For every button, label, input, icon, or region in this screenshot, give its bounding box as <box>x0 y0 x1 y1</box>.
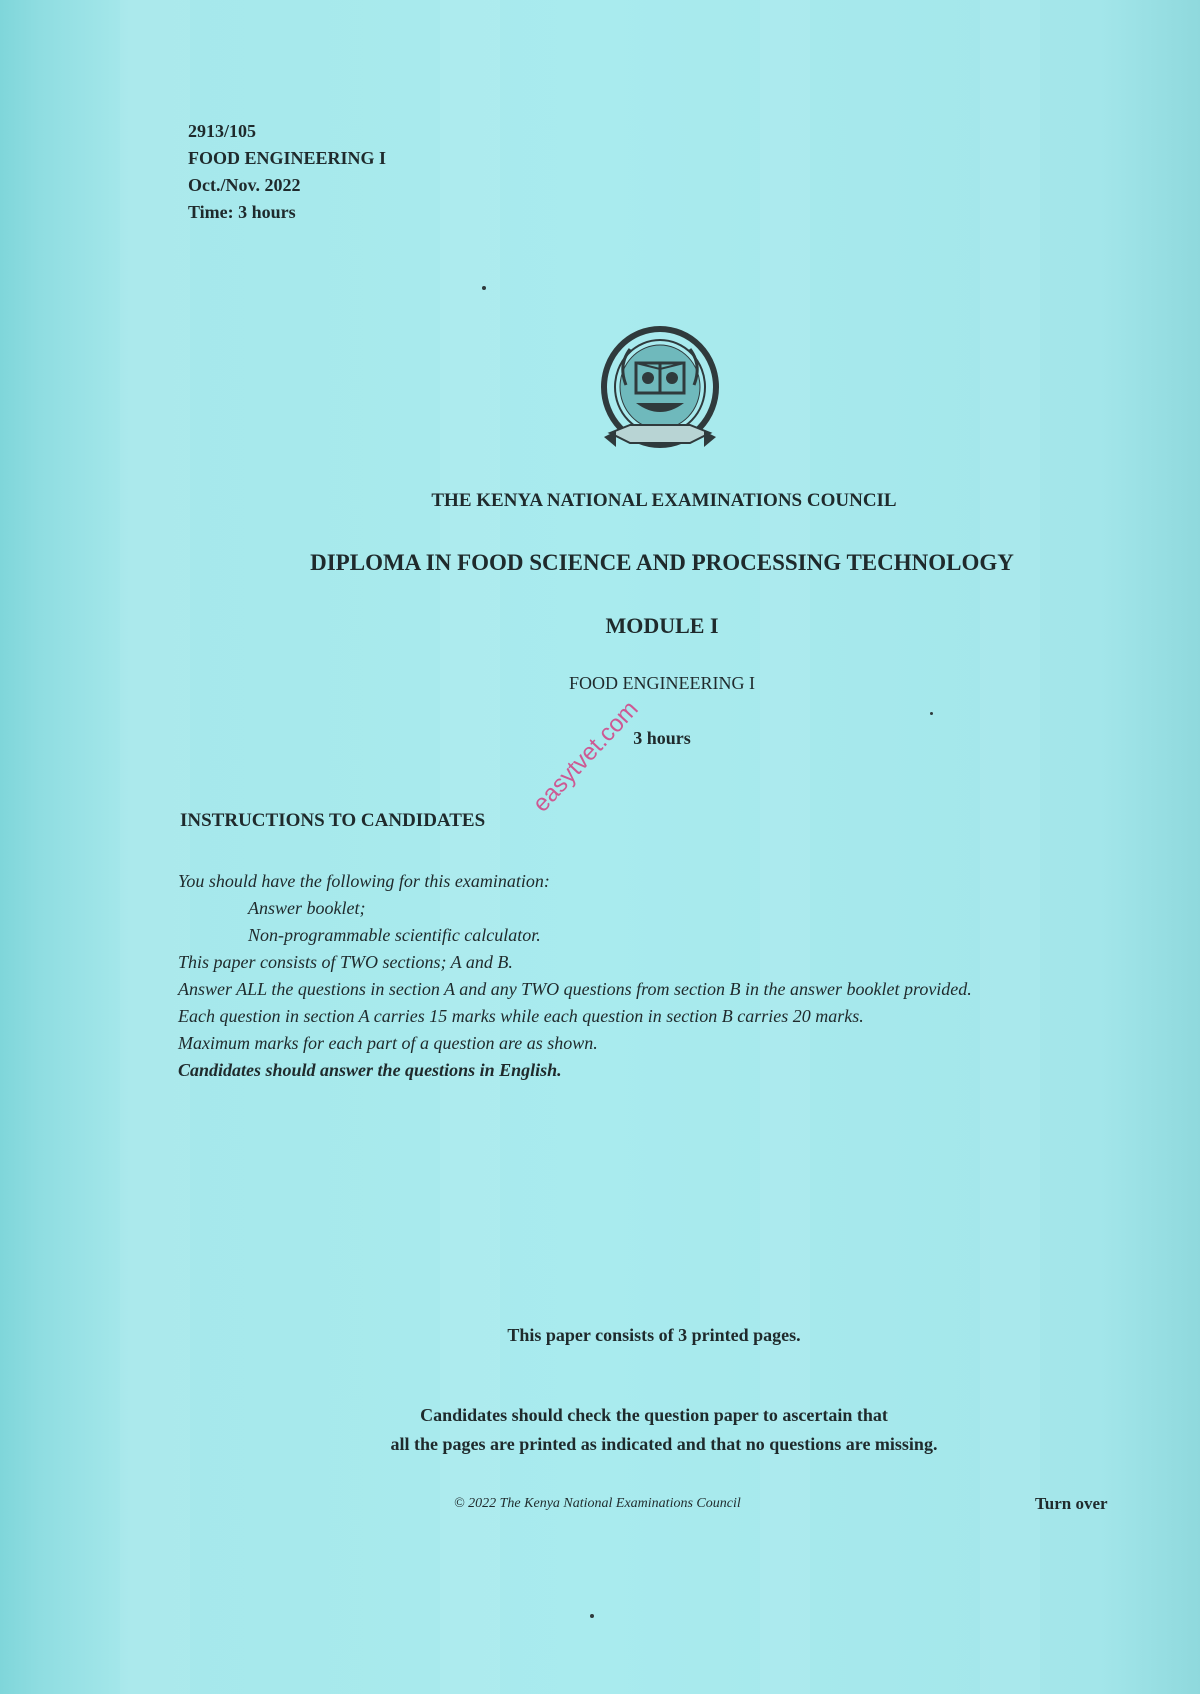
instructions-max-marks: Maximum marks for each part of a question are as shown. <box>178 1033 598 1053</box>
diploma-title: DIPLOMA IN FOOD SCIENCE AND PROCESSING TECHNOLOGY <box>310 550 1014 575</box>
module-title: MODULE I <box>605 613 719 638</box>
copyright-notice: © 2022 The Kenya National Examinations Council <box>454 1496 741 1511</box>
check-note-line1: Candidates should check the question paper to ascertain that <box>420 1405 888 1425</box>
check-note-line2: all the pages are printed as indicated and that no questions are missing. <box>390 1434 938 1454</box>
instructions-answer: Answer ALL the questions in section A and any TWO questions from section B in the answer booklet provided. <box>178 979 972 999</box>
paper-session: Oct./Nov. 2022 <box>188 175 301 195</box>
instructions-language: Candidates should answer the questions in English. <box>178 1060 562 1080</box>
paper-time: Time: 3 hours <box>188 202 296 222</box>
exam-duration: 3 hours <box>633 728 691 748</box>
paper-speck <box>590 1614 594 1618</box>
instructions-sections: This paper consists of TWO sections; A and B. <box>178 952 513 972</box>
subject-title: FOOD ENGINEERING I <box>569 673 755 693</box>
instructions-heading: INSTRUCTIONS TO CANDIDATES <box>180 810 486 831</box>
council-name: THE KENYA NATIONAL EXAMINATIONS COUNCIL <box>431 490 897 511</box>
watermark: easytvet.com <box>527 695 644 818</box>
knec-seal-icon <box>596 325 724 465</box>
printed-pages-note: This paper consists of 3 printed pages. <box>507 1325 801 1345</box>
paper-header <box>188 118 386 226</box>
instructions-body <box>178 868 1138 1084</box>
instructions-marks: Each question in section A carries 15 marks while each question in section B carries 20 marks. <box>178 1006 864 1026</box>
paper-speck <box>930 712 933 715</box>
paper-code: 2913/105 <box>188 121 257 141</box>
paper-speck <box>482 286 486 290</box>
instructions-item: Non-programmable scientific calculator. <box>248 925 541 945</box>
paper-subject: FOOD ENGINEERING I <box>188 148 387 168</box>
turn-over-note: Turn over <box>1035 1494 1108 1513</box>
instructions-intro: You should have the following for this examination: <box>178 871 550 891</box>
instructions-item: Answer booklet; <box>248 898 366 918</box>
